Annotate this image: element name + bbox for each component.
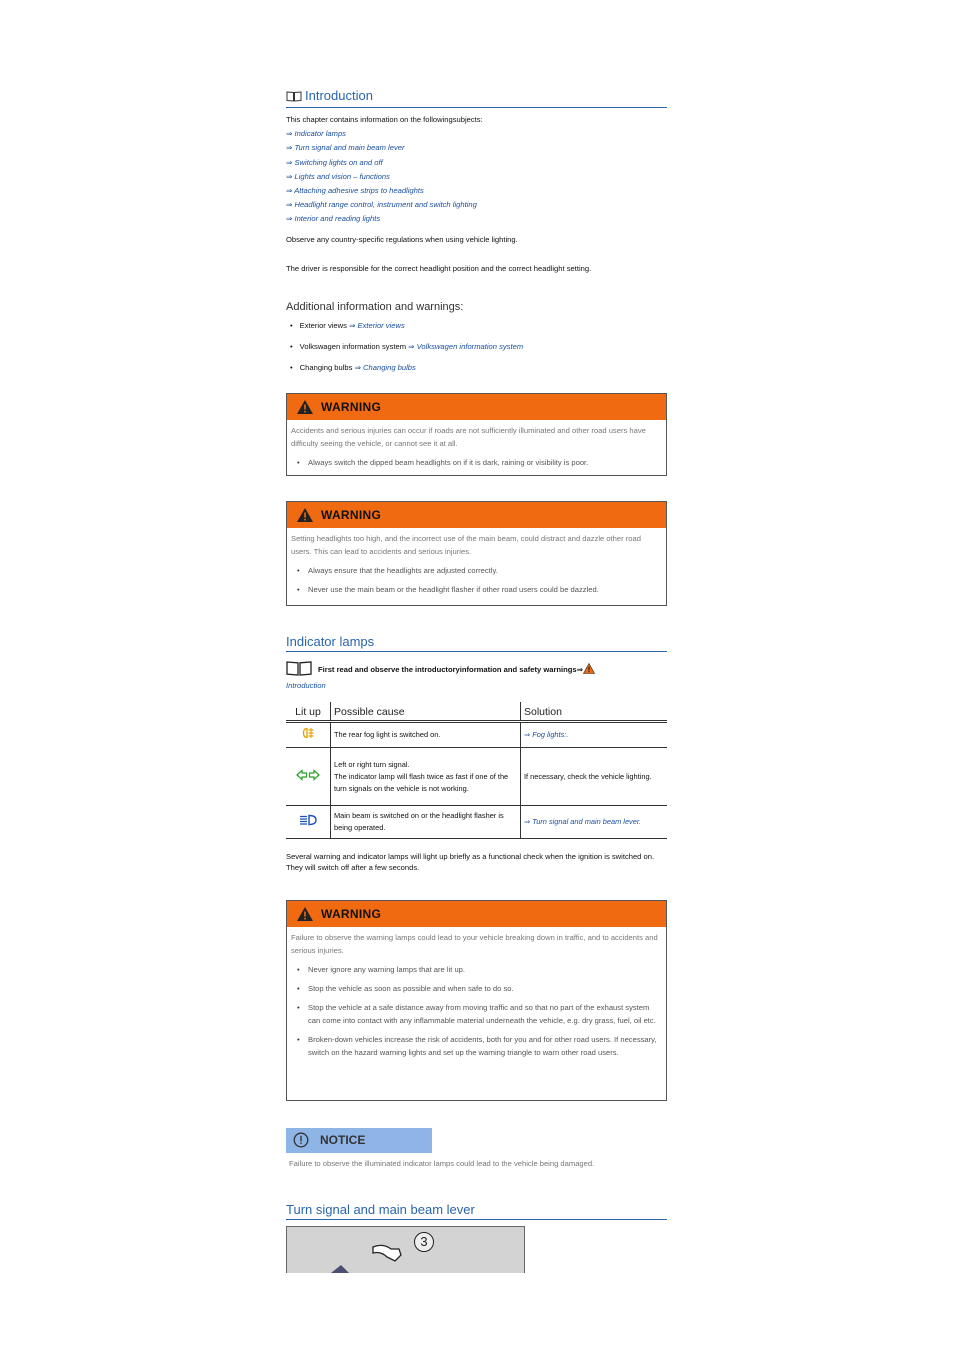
link-information-system[interactable]: ⇒ Volkswagen information system (408, 342, 524, 351)
intro-para-2: The driver is responsible for the correct headlight position and the correct headlight setting. (286, 264, 592, 273)
solution-link[interactable]: ⇒ Fog lights:. (521, 722, 668, 748)
warning-bullet: • Never ignore any warning lamps that are lit up. (291, 963, 662, 976)
warning-text: Failure to observe the warning lamps could lead to your vehicle breaking down in traffic, and to accidents and serious injuries. (291, 933, 658, 955)
link-interior-lights[interactable]: ⇒ Interior and reading lights (286, 214, 381, 223)
lever-figure (286, 1226, 525, 1273)
warning-triangle-icon (296, 507, 314, 528)
notice-text: Failure to observe the illuminated indicator lamps could lead to the vehicle being damaged. (289, 1159, 595, 1168)
table-header-row (286, 702, 667, 722)
link-headlight-range[interactable]: ⇒ Headlight range control, instrument and switch lighting (286, 200, 477, 209)
warning-box-2 (286, 501, 667, 606)
warning-text: Accidents and serious injuries can occur if roads are not sufficiently illuminated and other road users have difficulty seeing the vehicle, or cannot see it at all. (291, 426, 646, 448)
indicator-table (286, 702, 667, 839)
link-adhesive-strips[interactable]: ⇒ Attaching adhesive strips to headlights (286, 186, 424, 195)
notice-label: NOTICE (320, 1133, 366, 1147)
warning-label: WARNING (321, 508, 382, 522)
table-row (286, 806, 667, 839)
intro-heading-text: Introduction (305, 88, 373, 103)
warning-bullet: • Stop the vehicle as soon as possible and when safe to do so. (291, 982, 662, 995)
additional-item: • Exterior views ⇒ Exterior views (290, 321, 405, 330)
warning-box-1 (286, 393, 667, 476)
col-lit-up: Lit up (286, 702, 331, 722)
turn-signal-heading: Turn signal and main beam lever (286, 1202, 667, 1220)
link-changing-bulbs[interactable]: ⇒ Changing bulbs (354, 363, 416, 372)
warning-triangle-icon (296, 906, 314, 927)
first-read-line (286, 660, 667, 683)
cause-cell: Left or right turn signal. The indicator lamp will flash twice as fast if one of the turn signals on the vehicle is not working. (331, 748, 521, 806)
link-introduction[interactable]: Introduction (286, 681, 326, 690)
link-turn-signal[interactable]: ⇒ Turn signal and main beam lever (286, 143, 405, 152)
callout-3: 3 (414, 1232, 434, 1252)
main-beam-icon (286, 806, 331, 839)
col-possible-cause: Possible cause (331, 702, 521, 722)
notice-header (286, 1128, 432, 1153)
warning-header (287, 502, 666, 528)
first-read-text: First read and observe the introductoryinformation and safety warnings⇒ (318, 665, 584, 674)
solution-cell: If necessary, check the vehicle lighting. (521, 748, 668, 806)
warning-bullet: • Stop the vehicle at a safe distance away from moving traffic and so that no part of the exhaust system can come into contact with any inflammable material underneath the vehicle, e.g. dry grass, fuel, oil etc. (291, 1001, 662, 1027)
intro-para-1: Observe any country-specific regulations when using vehicle lighting. (286, 235, 518, 244)
warning-label: WARNING (321, 907, 382, 921)
indicator-note: Several warning and indicator lamps will light up briefly as a functional check when the ignition is switched on. They will switch off after a few seconds. (286, 852, 655, 872)
warning-triangle-icon (296, 399, 314, 420)
book-icon (286, 90, 302, 106)
cause-cell: Main beam is switched on or the headlight flasher is being operated. (331, 806, 521, 839)
table-row (286, 722, 667, 748)
cause-cell: The rear fog light is switched on. (331, 722, 521, 748)
warning-triangle-icon (583, 663, 595, 681)
exclamation-circle-icon (293, 1132, 309, 1153)
rear-fog-light-icon (286, 722, 331, 748)
warning-header (287, 394, 666, 420)
indicator-heading: Indicator lamps (286, 634, 667, 652)
warning-label: WARNING (321, 400, 382, 414)
link-lights-vision[interactable]: ⇒ Lights and vision – functions (286, 172, 390, 181)
intro-heading (286, 88, 667, 108)
warning-bullet: • Never use the main beam or the headlight flasher if other road users could be dazzled. (291, 583, 662, 596)
additional-item: • Volkswagen information system ⇒ Volkswagen information system (290, 342, 524, 351)
warning-bullet: • Always switch the dipped beam headlights on if it is dark, raining or visibility is poor. (291, 456, 662, 469)
link-switching-lights[interactable]: ⇒ Switching lights on and off (286, 158, 383, 167)
warning-text: Setting headlights too high, and the incorrect use of the main beam, could distract and dazzle other road users. This can lead to accidents and serious injuries. (291, 534, 641, 556)
solution-link[interactable]: ⇒ Turn signal and main beam lever. (521, 806, 668, 839)
intro-lead: This chapter contains information on the followingsubjects: (286, 115, 483, 124)
warning-header (287, 901, 666, 927)
warning-bullet: • Always ensure that the headlights are adjusted correctly. (291, 564, 662, 577)
warning-box-3 (286, 900, 667, 1101)
warning-bullet: • Broken-down vehicles increase the risk of accidents, both for you and for other road users. If necessary, switch on the hazard warning lights and set up the warning triangle to warn other road users. (291, 1033, 662, 1059)
col-solution: Solution (521, 702, 668, 722)
table-row (286, 748, 667, 806)
link-indicator-lamps[interactable]: ⇒ Indicator lamps (286, 129, 346, 138)
additional-item: • Changing bulbs ⇒ Changing bulbs (290, 363, 416, 372)
link-exterior-views[interactable]: ⇒ Exterior views (349, 321, 405, 330)
additional-heading: Additional information and warnings: (286, 301, 464, 313)
turn-signal-icon (286, 748, 331, 806)
